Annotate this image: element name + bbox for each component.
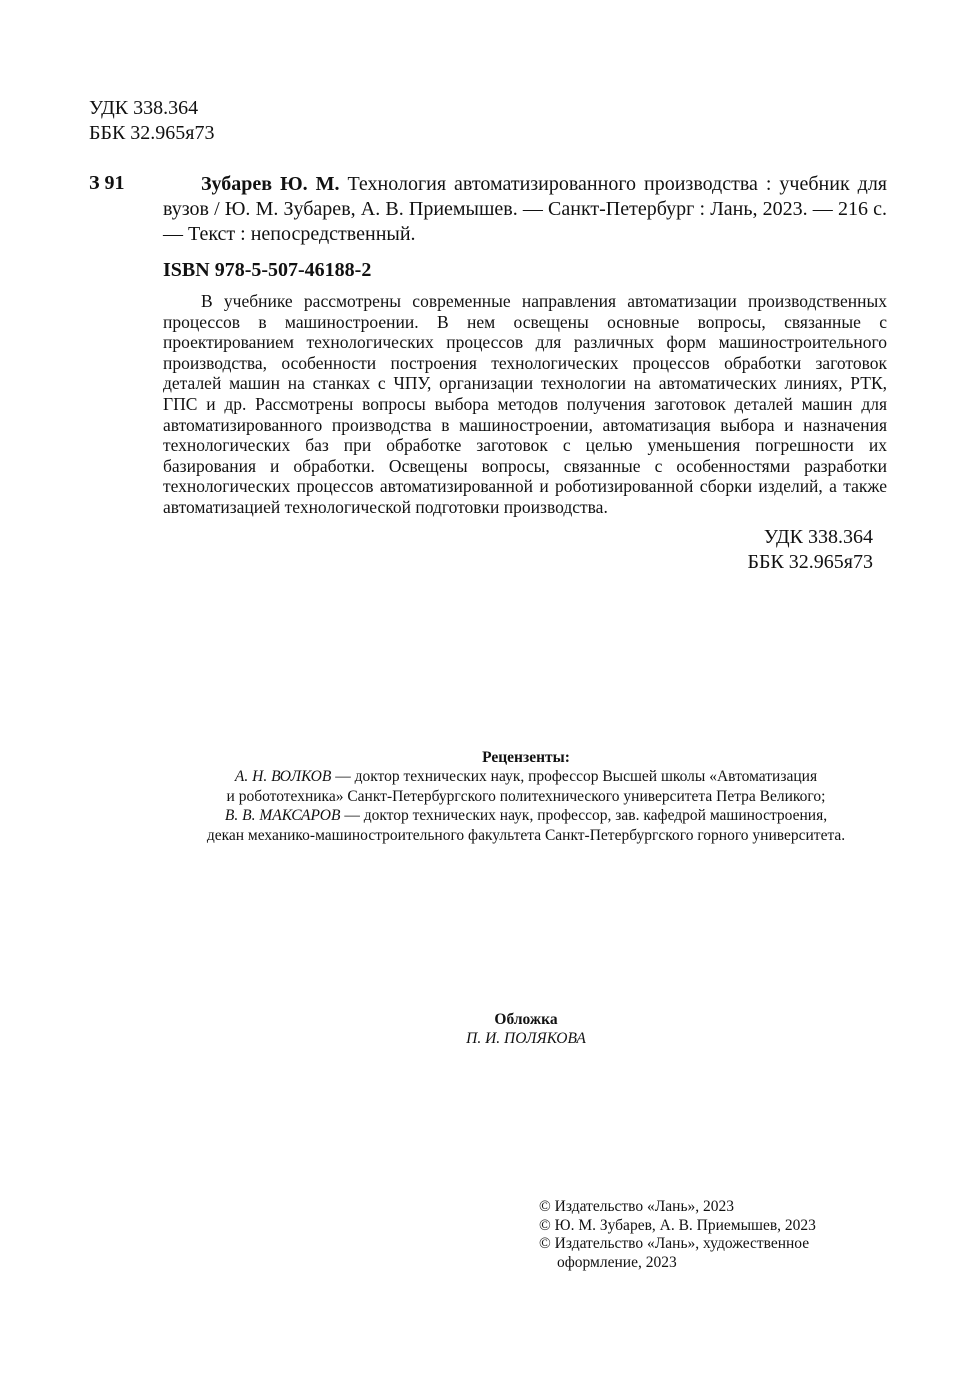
copyright-line-2: © Ю. М. Зубарев, А. В. Приемышев, 2023 <box>539 1216 816 1234</box>
bibliographic-record <box>163 172 887 247</box>
reviewer-2-line1: — доктор технических наук, профессор, зав. кафедрой машиностроения, <box>340 807 828 825</box>
reviewer-2-line2: декан механико-машиностроительного факультета Санкт-Петербургского горного университета. <box>206 826 846 844</box>
classification-block <box>89 96 215 146</box>
author-name: Зубарев Ю. М. <box>201 173 340 195</box>
copyright-line-3: © Издательство «Лань», художественное <box>539 1235 810 1252</box>
reviewer-2-name: В. В. МАКСАРОВ <box>224 807 341 825</box>
udk-code-right: УДК 338.364 <box>763 526 873 548</box>
bibliographic-description: Технология автоматизированного производства : учебник для вузов / Ю. М. Зубарев, А. В. Приемышев. — Санкт-Петербург : Лань, 2023. — 216 с. — Текст : непосредственный. <box>163 173 888 245</box>
reviewer-1-name: А. Н. ВОЛКОВ <box>234 768 332 786</box>
reviewer-2 <box>0 806 976 825</box>
cover-designer: П. И. ПОЛЯКОВА <box>466 1030 586 1048</box>
udk-code: УДК 338.364 <box>89 97 199 119</box>
cover-credit <box>0 1010 976 1049</box>
bbk-code: ББК 32.965я73 <box>89 122 215 144</box>
bbk-code-right: ББК 32.965я73 <box>747 551 873 573</box>
author-mark: З 91 <box>89 172 125 194</box>
reviewer-1-line1: — доктор технических наук, профессор Высшей школы «Автоматизация <box>331 768 818 786</box>
classification-block-right <box>747 525 873 575</box>
reviewer-1 <box>0 767 976 786</box>
isbn: ISBN 978-5-507-46188-2 <box>163 259 372 281</box>
reviewers-block <box>0 748 976 845</box>
copyright-block <box>539 1198 816 1272</box>
abstract: В учебнике рассмотрены современные направления автоматизации производственных процессов в машиностроении. В нем освещены основные вопросы, связанные с проектированием технологических процессов для различных форм машиностроительного производства, особенности построения технологических процессов обработки заготовок деталей машин на станках с ЧПУ, организации технологии на автоматических линиях, РТК, ГПС и др. Рассмотрены вопросы выбора методов получения заготовок деталей машин для автоматизированного производства в машиностроении, автоматизация выбора и назначения технологических баз при обработке заготовок с целью уменьшения погрешности их базирования и обработки. Освещены вопросы, связанные с особенностями разработки технологических процессов автоматизированной и роботизированной сборки изделий, а также автоматизацией технологической подготовки производства. <box>163 291 887 517</box>
copyright-line-1: © Издательство «Лань», 2023 <box>539 1198 735 1215</box>
reviewers-heading: Рецензенты: <box>482 749 570 766</box>
copyright-line-4: оформление, 2023 <box>557 1253 677 1271</box>
cover-heading: Обложка <box>494 1011 558 1028</box>
reviewer-1-line2: и робототехника» Санкт-Петербургского политехнического университета Петра Великого; <box>226 787 826 805</box>
